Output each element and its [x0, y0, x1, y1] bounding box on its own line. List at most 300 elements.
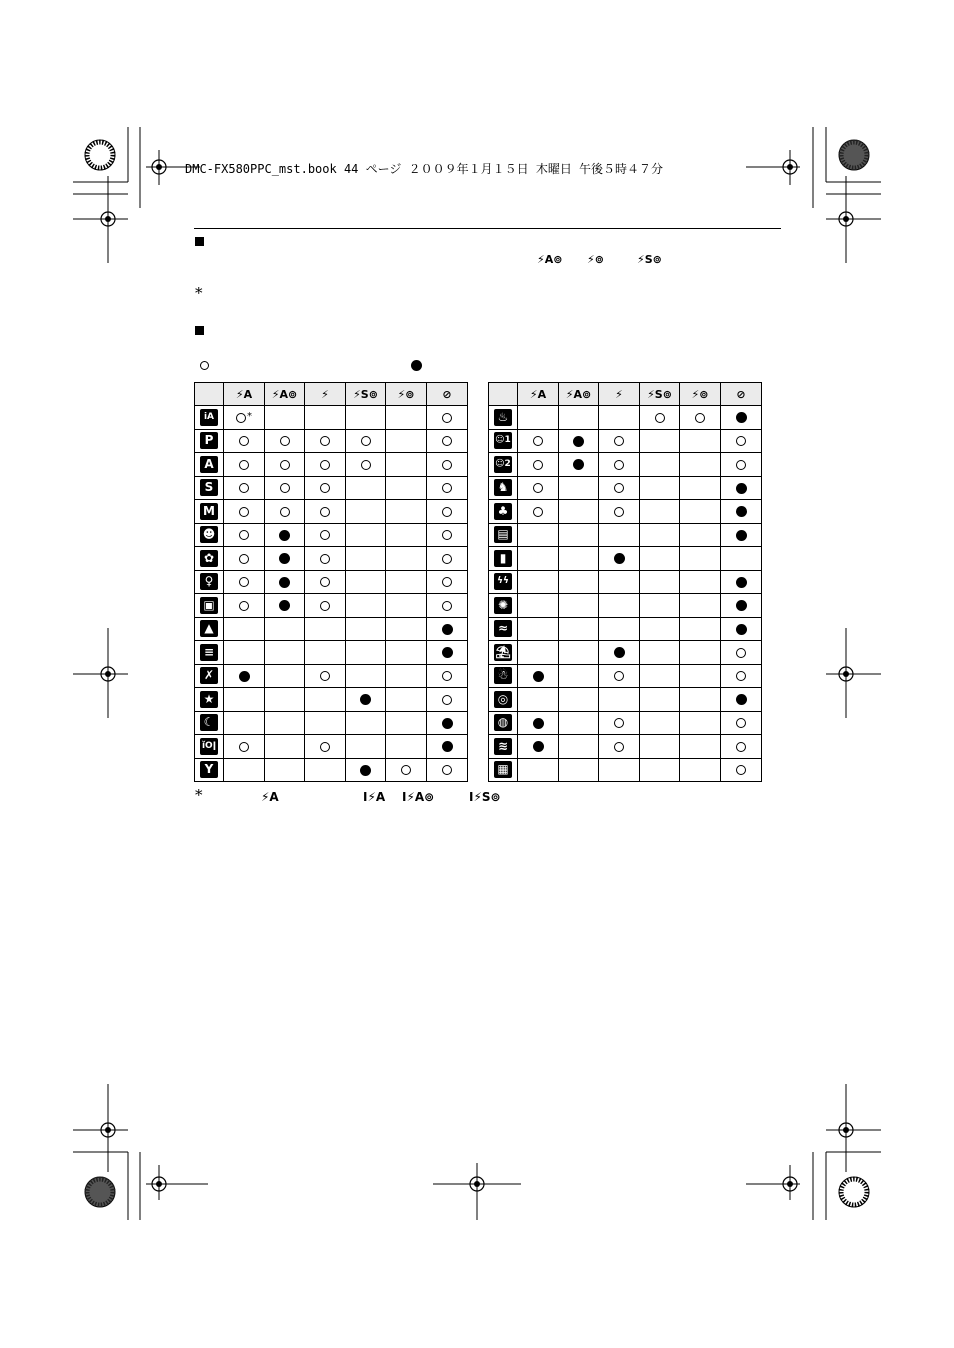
table-cell — [224, 476, 265, 500]
fireworks-icon: ≈ — [494, 620, 512, 637]
table-cell — [265, 664, 305, 688]
table-cell — [224, 617, 265, 641]
table-cell — [305, 453, 346, 477]
default-mark-icon — [736, 600, 747, 611]
table-cell — [518, 406, 559, 430]
table-cell — [305, 664, 346, 688]
available-mark-icon — [239, 742, 249, 752]
table-cell — [518, 688, 559, 712]
mode-cell — [489, 476, 518, 500]
flash-burst-icon: ϟϟ — [494, 573, 512, 590]
table-cell — [559, 711, 599, 735]
available-mark-icon — [533, 483, 543, 493]
table-cell — [680, 500, 721, 524]
table-cell — [599, 617, 640, 641]
table-cell — [427, 453, 468, 477]
available-mark-icon — [239, 577, 249, 587]
col-flash-auto: ⚡A — [224, 383, 265, 406]
footnote-asterisk: * — [195, 786, 203, 804]
default-mark-icon — [736, 483, 747, 494]
table-cell — [386, 664, 427, 688]
table-cell — [599, 688, 640, 712]
available-mark-icon — [614, 742, 624, 752]
mode-cell — [195, 594, 224, 618]
table-row — [195, 476, 468, 500]
col-flash-forced-red-eye: ⚡⊚ — [680, 383, 721, 406]
table-cell — [305, 429, 346, 453]
table-cell — [680, 523, 721, 547]
available-mark-icon — [320, 507, 330, 517]
table-row — [195, 594, 468, 618]
table-cell — [427, 688, 468, 712]
panorama-assist-icon: ≡ — [200, 644, 218, 661]
table-cell — [559, 664, 599, 688]
col-flash-slow-red-eye: ⚡S⊚ — [640, 383, 680, 406]
table-cell — [599, 664, 640, 688]
col-flash-slow-red-eye: ⚡S⊚ — [346, 383, 386, 406]
table-cell — [559, 570, 599, 594]
portrait-icon: ☻ — [200, 526, 218, 543]
table-cell — [427, 476, 468, 500]
available-mark-icon — [533, 460, 543, 470]
table-cell — [346, 500, 386, 524]
table-cell — [680, 453, 721, 477]
table-cell — [680, 429, 721, 453]
shutter-priority-icon: S — [200, 479, 218, 496]
mode-cell — [489, 429, 518, 453]
table-cell — [599, 758, 640, 782]
table-cell — [599, 500, 640, 524]
soft-skin-icon: ✿ — [200, 550, 218, 567]
table-cell — [386, 547, 427, 571]
sports-icon: ✗ — [200, 667, 218, 684]
available-mark-icon — [280, 483, 290, 493]
food-icon: ǐOǀ — [200, 738, 218, 755]
sunset-icon: ♣ — [494, 503, 512, 520]
footnote-ia-flash-red-eye: I⚡A⊚ — [402, 790, 435, 804]
table-cell — [386, 711, 427, 735]
table-cell — [559, 735, 599, 759]
table-cell — [721, 758, 762, 782]
table-cell — [386, 570, 427, 594]
available-mark-icon — [736, 436, 746, 446]
table-cell — [599, 523, 640, 547]
table-row — [195, 758, 468, 782]
available-mark-icon — [736, 765, 746, 775]
table-cell — [599, 406, 640, 430]
default-mark-icon — [442, 624, 453, 635]
available-mark-icon — [320, 671, 330, 681]
table-cell — [305, 758, 346, 782]
mode-cell — [195, 617, 224, 641]
table-cell — [721, 617, 762, 641]
mode-cell — [195, 570, 224, 594]
col-flash-forced-on: ⚡ — [599, 383, 640, 406]
table-cell — [427, 500, 468, 524]
party-icon: Y — [200, 761, 218, 778]
available-mark-icon — [442, 483, 452, 493]
table-cell — [518, 735, 559, 759]
default-mark-icon — [442, 741, 453, 752]
manual-exposure-icon: M — [200, 503, 218, 520]
table-cell — [224, 453, 265, 477]
aperture-priority-icon: A — [200, 456, 218, 473]
table-cell — [559, 453, 599, 477]
table-cell — [559, 476, 599, 500]
flash-symbol-forced-red-eye: ⚡⊚ — [587, 253, 604, 266]
available-mark-icon — [736, 460, 746, 470]
table-cell — [721, 688, 762, 712]
table-cell — [305, 594, 346, 618]
hi-speed-burst-icon: ▮ — [494, 550, 512, 567]
table-cell — [427, 617, 468, 641]
default-mark-icon — [360, 765, 371, 776]
table-cell — [518, 523, 559, 547]
table-cell — [346, 594, 386, 618]
mode-cell — [489, 570, 518, 594]
table-cell — [518, 758, 559, 782]
available-mark-icon — [442, 577, 452, 587]
available-mark-icon — [239, 601, 249, 611]
table-cell — [224, 688, 265, 712]
snow-icon: ☃ — [494, 667, 512, 684]
table-cell — [518, 476, 559, 500]
available-mark-icon — [320, 460, 330, 470]
table-cell — [305, 735, 346, 759]
table-cell — [305, 711, 346, 735]
table-cell — [640, 594, 680, 618]
mode-cell — [195, 711, 224, 735]
table-cell — [559, 429, 599, 453]
table-cell — [305, 688, 346, 712]
table-row — [195, 547, 468, 571]
available-mark-icon — [361, 436, 371, 446]
table-row — [489, 617, 762, 641]
table-cell — [346, 453, 386, 477]
available-mark-icon — [320, 436, 330, 446]
table-cell — [346, 664, 386, 688]
mode-cell — [195, 453, 224, 477]
table-row — [489, 500, 762, 524]
available-mark-icon — [236, 413, 246, 423]
table-cell — [640, 500, 680, 524]
table-row — [489, 429, 762, 453]
program-ae-icon: P — [200, 432, 218, 449]
available-mark-icon — [736, 648, 746, 658]
table-row — [489, 735, 762, 759]
table-cell — [680, 758, 721, 782]
table-row — [489, 594, 762, 618]
table-cell — [518, 617, 559, 641]
col-flash-off: ⊘ — [721, 383, 762, 406]
table-cell — [680, 688, 721, 712]
table-cell — [346, 406, 386, 430]
table-cell — [599, 453, 640, 477]
top-rule — [194, 228, 781, 229]
table-cell — [640, 617, 680, 641]
table-cell — [721, 406, 762, 430]
available-mark-icon — [442, 554, 452, 564]
table-cell — [721, 641, 762, 665]
table-cell — [305, 406, 346, 430]
default-mark-icon — [736, 412, 747, 423]
table-cell — [640, 711, 680, 735]
table-cell — [305, 617, 346, 641]
available-mark-icon — [442, 507, 452, 517]
table-cell — [346, 570, 386, 594]
self-portrait-icon: ▣ — [200, 597, 218, 614]
mode-cell — [489, 453, 518, 477]
mode-cell — [195, 476, 224, 500]
table-cell — [224, 570, 265, 594]
table-cell — [427, 594, 468, 618]
table-cell — [386, 429, 427, 453]
table-row — [489, 688, 762, 712]
table-cell — [265, 547, 305, 571]
available-mark-icon — [239, 436, 249, 446]
candle-light-icon: ♨ — [494, 409, 512, 426]
mode-cell — [489, 617, 518, 641]
footnote-ia-flash-slow-red-eye: I⚡S⊚ — [469, 790, 501, 804]
table-cell — [346, 641, 386, 665]
table-cell — [427, 735, 468, 759]
available-mark-icon — [320, 601, 330, 611]
available-mark-icon — [442, 530, 452, 540]
table-cell — [224, 735, 265, 759]
table-cell — [640, 688, 680, 712]
available-mark-icon — [614, 460, 624, 470]
table-cell — [518, 641, 559, 665]
available-mark-icon — [614, 507, 624, 517]
table-cell — [559, 547, 599, 571]
table-row — [195, 688, 468, 712]
table-cell — [427, 523, 468, 547]
available-mark-icon — [239, 554, 249, 564]
table-cell — [559, 406, 599, 430]
col-flash-off: ⊘ — [427, 383, 468, 406]
table-cell — [680, 735, 721, 759]
transform-icon: ♀ — [200, 573, 218, 590]
available-mark-icon — [239, 507, 249, 517]
available-mark-icon — [533, 507, 543, 517]
table-row — [489, 758, 762, 782]
table-cell — [346, 476, 386, 500]
note-asterisk: * — [195, 284, 203, 302]
table-cell — [305, 476, 346, 500]
default-mark-icon — [736, 624, 747, 635]
pet-icon: ♞ — [494, 479, 512, 496]
mode-cell — [195, 406, 224, 430]
scenery-icon: ▲ — [200, 620, 218, 637]
default-mark-icon — [442, 647, 453, 658]
table-cell — [427, 429, 468, 453]
table-row — [489, 547, 762, 571]
table-cell — [518, 711, 559, 735]
default-mark-icon — [736, 694, 747, 705]
default-mark-icon — [736, 530, 747, 541]
table-cell — [427, 570, 468, 594]
flash-settings-table-right — [488, 382, 762, 782]
table-cell — [386, 735, 427, 759]
default-mark-icon — [360, 694, 371, 705]
table-cell — [680, 617, 721, 641]
table-row — [489, 641, 762, 665]
table-cell — [721, 570, 762, 594]
table-cell — [305, 570, 346, 594]
mode-cell — [489, 688, 518, 712]
table-row — [195, 453, 468, 477]
col-flash-forced-red-eye: ⚡⊚ — [386, 383, 427, 406]
table-cell — [640, 570, 680, 594]
col-flash-auto-red-eye: ⚡A⊚ — [265, 383, 305, 406]
table-cell — [640, 476, 680, 500]
table-cell — [265, 523, 305, 547]
default-mark-icon — [736, 506, 747, 517]
table-cell — [518, 664, 559, 688]
table-cell — [386, 688, 427, 712]
table-cell — [346, 547, 386, 571]
table-cell — [559, 617, 599, 641]
available-mark-icon — [655, 413, 665, 423]
table-cell — [559, 688, 599, 712]
table-cell — [305, 523, 346, 547]
available-mark-icon — [239, 530, 249, 540]
table-cell — [721, 429, 762, 453]
table-cell — [427, 758, 468, 782]
col-flash-auto-red-eye: ⚡A⊚ — [559, 383, 599, 406]
table-cell — [721, 523, 762, 547]
default-mark-icon — [614, 553, 625, 564]
table-row — [489, 406, 762, 430]
mode-cell — [195, 641, 224, 665]
section-bullet — [195, 237, 204, 246]
table-cell — [427, 664, 468, 688]
table-cell — [640, 664, 680, 688]
corner-cell — [195, 383, 224, 406]
available-mark-icon — [320, 577, 330, 587]
table-cell — [640, 547, 680, 571]
mode-cell — [489, 500, 518, 524]
available-mark-icon — [401, 765, 411, 775]
table-cell — [518, 594, 559, 618]
available-mark-icon — [442, 460, 452, 470]
table-cell — [224, 758, 265, 782]
table-cell — [305, 641, 346, 665]
table-cell — [265, 641, 305, 665]
table-header-row — [195, 383, 468, 406]
available-mark-icon — [320, 742, 330, 752]
table-cell — [386, 523, 427, 547]
default-mark-icon — [533, 741, 544, 752]
table-cell — [346, 429, 386, 453]
table-cell — [680, 547, 721, 571]
mode-cell — [195, 500, 224, 524]
default-mark-icon — [279, 577, 290, 588]
table-cell — [599, 547, 640, 571]
asterisk-mark: * — [247, 410, 252, 422]
table-cell — [386, 617, 427, 641]
table-cell — [559, 641, 599, 665]
table-cell — [386, 758, 427, 782]
available-mark-icon — [361, 460, 371, 470]
col-flash-forced-on: ⚡ — [305, 383, 346, 406]
table-row — [195, 641, 468, 665]
table-cell — [386, 641, 427, 665]
table-row — [195, 664, 468, 688]
table-cell — [599, 429, 640, 453]
table-row — [489, 476, 762, 500]
table-cell — [265, 406, 305, 430]
footnote-ia-flash-auto: I⚡A — [363, 790, 386, 804]
table-cell — [721, 547, 762, 571]
table-cell — [427, 406, 468, 430]
night-portrait-icon: ★ — [200, 691, 218, 708]
table-cell — [680, 711, 721, 735]
default-mark-icon — [533, 671, 544, 682]
available-mark-icon — [614, 671, 624, 681]
available-mark-icon — [614, 718, 624, 728]
table-cell — [680, 664, 721, 688]
default-mark-icon — [279, 553, 290, 564]
table-cell — [224, 594, 265, 618]
available-mark-icon — [442, 765, 452, 775]
table-cell — [680, 406, 721, 430]
mode-cell — [489, 547, 518, 571]
table-cell — [427, 641, 468, 665]
table-cell — [265, 688, 305, 712]
table-cell — [721, 476, 762, 500]
available-mark-icon — [736, 718, 746, 728]
table-row — [195, 570, 468, 594]
table-cell — [386, 594, 427, 618]
table-cell — [721, 500, 762, 524]
table-cell — [346, 758, 386, 782]
baby2-icon: ☺2 — [494, 456, 512, 473]
table-row — [195, 617, 468, 641]
baby1-icon: ☺1 — [494, 432, 512, 449]
mode-cell — [489, 711, 518, 735]
table-row — [489, 664, 762, 688]
table-cell — [721, 453, 762, 477]
table-cell — [305, 500, 346, 524]
default-mark-icon — [239, 671, 250, 682]
table-cell — [721, 711, 762, 735]
table-cell — [599, 594, 640, 618]
available-mark-icon — [614, 436, 624, 446]
default-mark-icon — [573, 459, 584, 470]
table-cell — [346, 523, 386, 547]
table-cell — [265, 570, 305, 594]
table-cell — [224, 500, 265, 524]
corner-cell — [489, 383, 518, 406]
available-mark-icon — [280, 460, 290, 470]
table-cell — [518, 429, 559, 453]
table-cell — [224, 406, 265, 430]
available-mark-icon — [320, 530, 330, 540]
available-mark-icon — [533, 436, 543, 446]
table-cell — [224, 664, 265, 688]
table-cell — [518, 453, 559, 477]
available-mark-icon — [736, 671, 746, 681]
table-row — [489, 711, 762, 735]
table-cell — [721, 664, 762, 688]
default-mark-icon — [442, 718, 453, 729]
table-cell — [346, 735, 386, 759]
table-cell — [559, 523, 599, 547]
table-row — [195, 429, 468, 453]
table-cell — [721, 594, 762, 618]
available-mark-icon — [320, 554, 330, 564]
